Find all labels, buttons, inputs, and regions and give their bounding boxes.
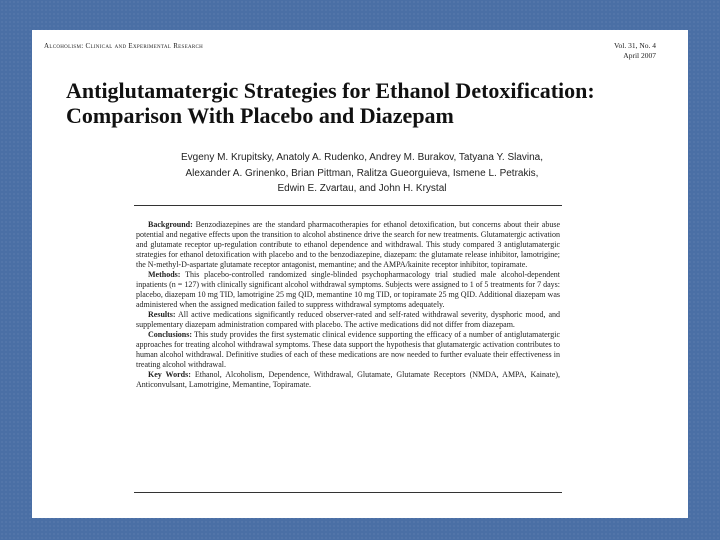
divider-bottom [134, 492, 562, 493]
abstract-methods [136, 270, 560, 310]
background-text: Benzodiazepines are the standard pharmacotherapies for ethanol detoxification, but concerns about their abuse potential and negative effects upon the transition to alcohol abstinence drive the search for new treatments. Glutamatergic activation and glutamate receptor up-regulation contribute to ethanol dependence and withdrawal. This study compared 3 antiglutamatergic strategies for ethanol detoxification with placebo and to the benzodiazepine, diazepam: the glutamate release inhibitor, lamotrigine; the N-methyl-D-aspartate glutamate receptor antagonist, memantine; and the AMPA/kainite receptor inhibitor, topiramate. [136, 220, 560, 269]
keywords-label: Key Words: [148, 370, 191, 379]
volume-number: Vol. 31, No. 4 [614, 41, 656, 50]
author-list [132, 150, 592, 197]
author-line: Alexander A. Grinenko, Brian Pittman, Ralitza Gueorguieva, Ismene L. Petrakis, [185, 167, 539, 179]
abstract-conclusions [136, 330, 560, 370]
background-label: Background: [148, 220, 193, 229]
title-line-2: Comparison With Placebo and Diazepam [66, 103, 454, 128]
abstract [136, 220, 560, 390]
keywords-text: Ethanol, Alcoholism, Dependence, Withdrawal, Glutamate, Glutamate Receptors (NMDA, AMPA, Kainate), Anticonvulsant, Lamotrigine, Memantine, Topiramate. [136, 370, 561, 389]
divider-top [134, 205, 562, 206]
methods-text: This placebo-controlled randomized single-blinded psychopharmacology trial studied male alcohol-dependent inpatients (n = 127) with clinically significant alcohol withdrawal symptoms. Subjects were assigned to 1 of 5 treatments for 7 days: placebo, diazepam 10 mg TID, lamotrigine 25 mg QID, memantine 10 mg TID, or topiramate 25 mg QID. Additional diazepam was administered when the assigned medication failed to suppress withdrawal symptoms adequately. [136, 270, 560, 309]
author-line: Edwin E. Zvartau, and John H. Krystal [277, 183, 447, 194]
paper-page [32, 30, 688, 518]
results-label: Results: [148, 310, 176, 319]
author-line: Evgeny M. Krupitsky, Anatoly A. Rudenko, Andrey M. Burakov, Tatyana Y. Slavina, [180, 152, 544, 163]
abstract-results [136, 310, 560, 330]
abstract-background [136, 220, 560, 270]
volume-info [614, 41, 656, 61]
journal-name: Alcoholism: Clinical and Experimental Research [44, 42, 204, 50]
conclusions-label: Conclusions: [148, 330, 193, 339]
issue-date: April 2007 [623, 51, 656, 60]
abstract-keywords [136, 370, 560, 390]
results-text: All active medications significantly reduced observer-rated and self-rated withdrawal severity, dysphoric mood, and supplementary diazepam administration compared with placebo. The active medications did not differ from diazepam. [136, 310, 560, 329]
title-line-1: Antiglutamatergic Strategies for Ethanol Detoxification: [66, 78, 595, 103]
methods-label: Methods: [148, 270, 181, 279]
conclusions-text: This study provides the first systematic clinical evidence supporting the efficacy of a number of antiglutamatergic approaches for treating alcohol withdrawal symptoms. These data support the hypothesis that glutamatergic activation contributes to human alcohol withdrawal. Definitive studies of each of these medications are now needed to further evaluate their effectiveness in treating alcohol withdrawal. [136, 330, 561, 369]
paper-title [66, 78, 666, 128]
